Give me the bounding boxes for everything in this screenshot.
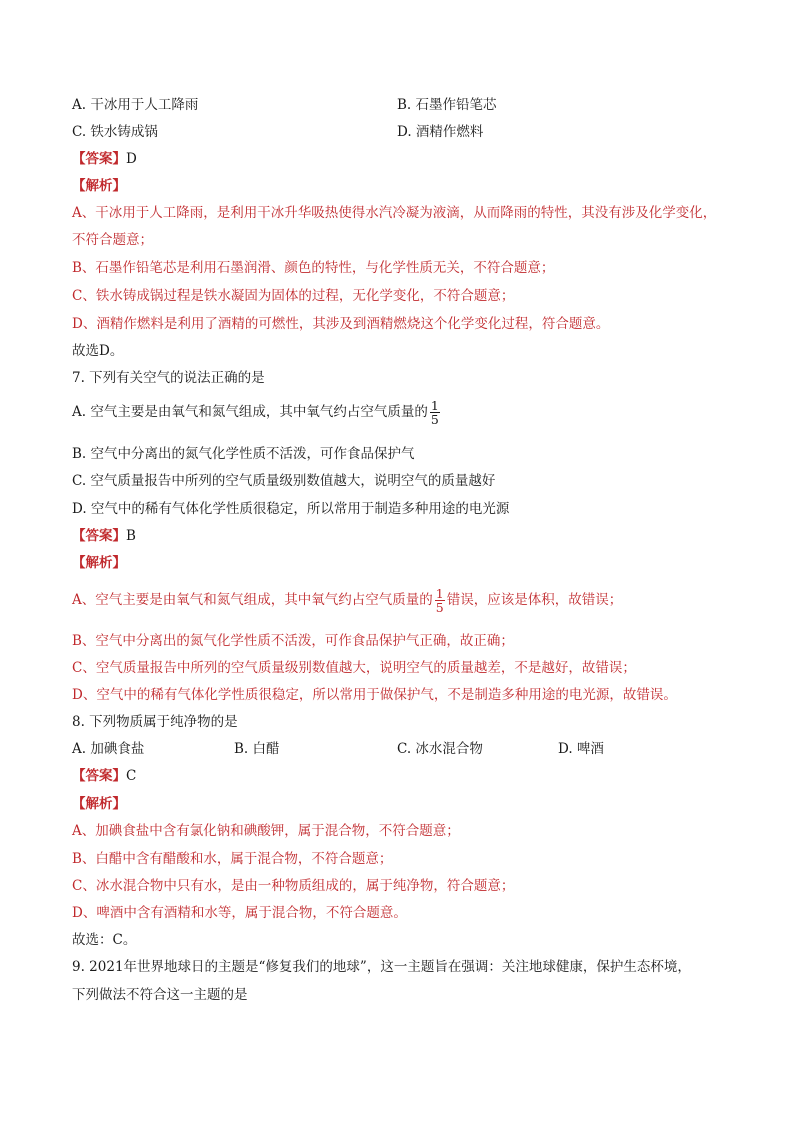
q8-option-c: C. 冰水混合物 — [397, 741, 483, 757]
q7-option-c: C. 空气质量报告中所列的空气质量级别数值越大，说明空气的质量越好 — [72, 473, 496, 489]
q8-option-a: A. 加碘食盐 — [72, 741, 145, 757]
q8-conclusion: 故选：C。 — [72, 932, 137, 948]
answer-value: B — [126, 528, 136, 544]
q8-analysis-d: D、啤酒中含有酒精和水等，属于混合物，不符合题意。 — [72, 905, 407, 921]
fraction-numerator: 1 — [435, 586, 444, 601]
q8-option-b: B. 白醋 — [234, 741, 280, 757]
q7-analysis-c: C、空气质量报告中所列的空气质量级别数值越大，说明空气的质量越差，不是越好，故错误； — [72, 660, 636, 676]
q7-option-a-text: A. 空气主要是由氧气和氮气组成，其中氧气约占空气质量的 — [72, 404, 428, 420]
q7-answer — [72, 527, 136, 545]
q7-option-a — [72, 398, 442, 426]
q7-option-b: B. 空气中分离出的氮气化学性质不活泼，可作食品保护气 — [72, 446, 415, 462]
q6-option-c: C. 铁水铸成锅 — [72, 124, 158, 140]
answer-label: 【答案】 — [72, 768, 126, 784]
q6-option-a: A. 干冰用于人工降雨 — [72, 97, 199, 113]
q6-analysis-a-line2: 不符合题意； — [72, 232, 153, 248]
q6-analysis-c: C、铁水铸成锅过程是铁水凝固为固体的过程，无化学变化，不符合题意； — [72, 288, 515, 304]
q8-answer — [72, 767, 136, 785]
q9-stem-line1: 9. 2021年世界地球日的主题是“修复我们的地球”，这一主题旨在强调：关注地球健康，保护生态杯境， — [72, 959, 691, 975]
fraction-numerator: 1 — [430, 398, 439, 413]
q6-option-b: B. 石墨作铅笔芯 — [397, 97, 497, 113]
fraction — [430, 399, 440, 426]
q9-stem-line2: 下列做法不符合这一主题的是 — [72, 987, 248, 1003]
q8-analysis-label: 【解析】 — [72, 796, 126, 812]
q7-stem: 7. 下列有关空气的说法正确的是 — [72, 370, 265, 386]
q8-option-d: D. 啤酒 — [558, 741, 604, 757]
q7-analysis-a-pre: A、空气主要是由氧气和氮气组成，其中氧气约占空气质量的 — [72, 592, 433, 608]
fraction-denominator: 5 — [435, 600, 444, 615]
q8-analysis-b: B、白醋中含有醋酸和水，属于混合物，不符合题意； — [72, 851, 393, 867]
q8-stem: 8. 下列物质属于纯净物的是 — [72, 714, 238, 730]
q6-answer — [72, 150, 137, 168]
q6-analysis-d: D、酒精作燃料是利用了酒精的可燃性，其涉及到酒精燃烧这个化学变化过程，符合题意。 — [72, 316, 610, 332]
q7-option-d: D. 空气中的稀有气体化学性质很稳定，所以常用于制造多种用途的电光源 — [72, 501, 510, 517]
q7-analysis-b: B、空气中分离出的氮气化学性质不活泼，可作食品保护气正确，故正确； — [72, 633, 514, 649]
q6-conclusion: 故选D。 — [72, 343, 124, 359]
fraction-denominator: 5 — [430, 412, 439, 427]
answer-label: 【答案】 — [72, 528, 126, 544]
q7-analysis-label: 【解析】 — [72, 555, 126, 571]
q6-analysis-b: B、石墨作铅笔芯是利用石墨润滑、颜色的特性，与化学性质无关，不符合题意； — [72, 260, 555, 276]
q7-analysis-a — [72, 586, 622, 614]
q7-analysis-a-post: 错误，应该是体积，故错误； — [446, 592, 623, 608]
answer-value: C — [126, 768, 137, 784]
q7-analysis-d: D、空气中的稀有气体化学性质很稳定，所以常用于做保护气，不是制造多种用途的电光源，故错误。 — [72, 687, 677, 703]
answer-value: D — [126, 151, 137, 167]
q8-analysis-c: C、冰水混合物中只有水，是由一种物质组成的，属于纯净物，符合题意； — [72, 878, 515, 894]
q6-analysis-a-line1: A、干冰用于人工降雨，是利用干冰升华吸热使得水汽冷凝为液滴，从而降雨的特性，其没有涉及化学变化， — [72, 205, 717, 221]
answer-label: 【答案】 — [72, 151, 126, 167]
q8-analysis-a: A、加碘食盐中含有氯化钠和碘酸钾，属于混合物，不符合题意； — [72, 823, 460, 839]
q6-analysis-label: 【解析】 — [72, 178, 126, 194]
q6-option-d: D. 酒精作燃料 — [397, 124, 484, 140]
fraction — [435, 587, 445, 614]
